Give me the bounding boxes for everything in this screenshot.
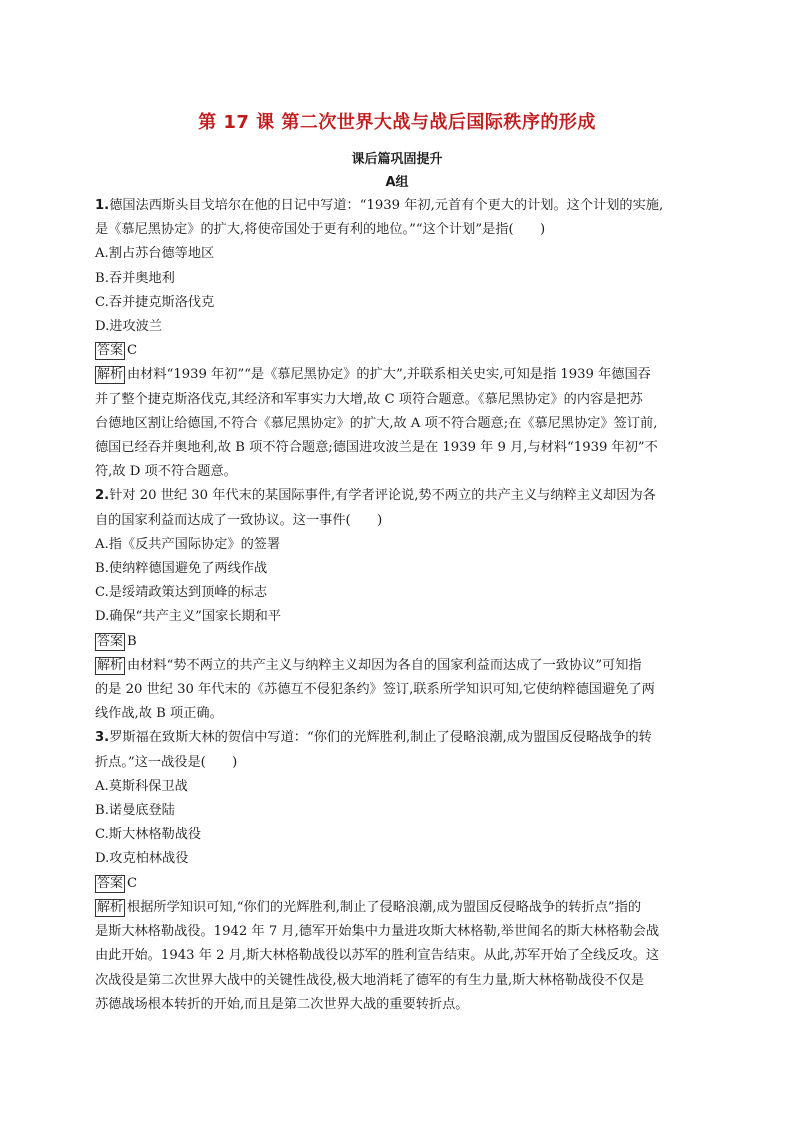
option-c: C.吞并捷克斯洛伐克	[95, 294, 215, 310]
question-1	[95, 194, 703, 484]
option-a: A.割占苏台德等地区	[95, 246, 215, 262]
analysis-label: 解析	[97, 899, 124, 915]
analysis-line: 线作战,故 B 项正确。	[95, 706, 223, 722]
answer-label: 答案	[97, 343, 124, 359]
option-b: B.诺曼底登陆	[95, 803, 175, 819]
section-subtitle: 课后篇巩固提升	[351, 152, 443, 167]
option-c: C.是绥靖政策达到顶峰的标志	[95, 585, 268, 601]
option-a: A.莫斯科保卫战	[95, 778, 188, 794]
analysis-line: 解析 由材料“1939 年初”“是《慕尼黑协定》的扩大”,并联系相关史实,可知是指 1939 年德国吞	[97, 367, 651, 383]
option-c: C.斯大林格勒战役	[95, 827, 202, 843]
question-stem-line: 是《慕尼黑协定》的扩大,将使帝国处于更有利的地位。”“这个计划”是指( )	[95, 222, 546, 238]
answer-label: 答案	[97, 633, 124, 649]
group-heading: A组	[385, 175, 409, 190]
analysis-line: 次战役是第二次世界大战中的关键性战役,极大地消耗了德军的有生力量,斯大林格勒战役不仅是	[95, 972, 645, 988]
option-b: B.吞并奥地利	[95, 270, 175, 286]
analysis-label: 解析	[97, 657, 124, 673]
questions-content	[95, 194, 703, 1017]
question-number: 2.	[95, 488, 110, 504]
analysis-line: 并了整个捷克斯洛伐克,其经济和军事实力大增,故 C 项符合题意。《慕尼黑协定》的内容是把苏	[95, 391, 643, 407]
lesson-title: 第 17 课 第二次世界大战与战后国际秩序的形成	[198, 112, 596, 133]
option-a: A.指《反共产国际协定》的签署	[95, 536, 281, 552]
question-number: 3.	[95, 730, 110, 746]
analysis-line: 台德地区割让给德国,不符合《慕尼黑协定》的扩大,故 A 项不符合题意;在《慕尼黑协定》签订前,	[95, 415, 658, 431]
answer-line	[95, 630, 703, 654]
analysis-line: 解析 由材料“势不两立的共产主义与纳粹主义却因为各自的国家利益而达成了一致协议”可知指	[97, 657, 642, 673]
answer-value: C	[127, 875, 138, 891]
analysis-line: 解析 根据所学知识可知,“你们的光辉胜利,制止了侵略浪潮,成为盟国反侵略战争的转折点”指的	[97, 899, 642, 915]
analysis-line: 符,故 D 项不符合题意。	[95, 464, 237, 480]
question-stem-line: 2.针对 20 世纪 30 年代末的某国际事件,有学者评论说,势不两立的共产主义与纳粹主义却因为各	[95, 488, 656, 504]
option-d: D.确保“共产主义”国家长期和平	[95, 609, 282, 625]
question-3	[95, 726, 703, 1016]
option-d: D.进攻波兰	[95, 319, 163, 335]
question-stem-line: 3.罗斯福在致斯大林的贺信中写道：“你们的光辉胜利,制止了侵略浪潮,成为盟国反侵略战争的转	[95, 730, 652, 746]
question-2	[95, 484, 703, 726]
analysis-line: 由此开始。1943 年 2 月,斯大林格勒战役以苏军的胜利宣告结束。从此,苏军开始了全线反攻。这	[95, 948, 660, 964]
analysis-label: 解析	[97, 367, 124, 383]
answer-line	[95, 339, 703, 363]
question-stem-line: 自的国家利益而达成了一致协议。这一事件( )	[95, 512, 383, 528]
analysis-line: 的是 20 世纪 30 年代末的《苏德互不侵犯条约》签订,联系所学知识可知,它使纳粹德国避免了两	[95, 682, 655, 698]
option-d: D.攻克柏林战役	[95, 851, 189, 867]
analysis-line: 苏德战场根本转折的开始,而且是第二次世界大战的重要转折点。	[95, 996, 469, 1012]
option-b: B.使纳粹德国避免了两线作战	[95, 561, 268, 577]
answer-value: C	[127, 343, 138, 359]
analysis-line: 德国已经吞并奥地利,故 B 项不符合题意;德国进攻波兰是在 1939 年 9 月,与材料“1939 年初”不	[95, 440, 658, 456]
question-number: 1.	[95, 198, 110, 213]
answer-line	[95, 872, 703, 896]
question-stem-line: 1.德国法西斯头目戈培尔在他的日记中写道：“1939 年初,元首有个更大的计划。这个计划的实施,	[95, 198, 664, 213]
answer-label: 答案	[97, 875, 124, 891]
question-stem-line: 折点。”这一战役是( )	[95, 754, 238, 770]
answer-value: B	[127, 633, 137, 649]
analysis-line: 是斯大林格勒战役。1942 年 7 月,德军开始集中力量进攻斯大林格勒,举世闻名的斯大林格勒会战	[95, 924, 660, 940]
